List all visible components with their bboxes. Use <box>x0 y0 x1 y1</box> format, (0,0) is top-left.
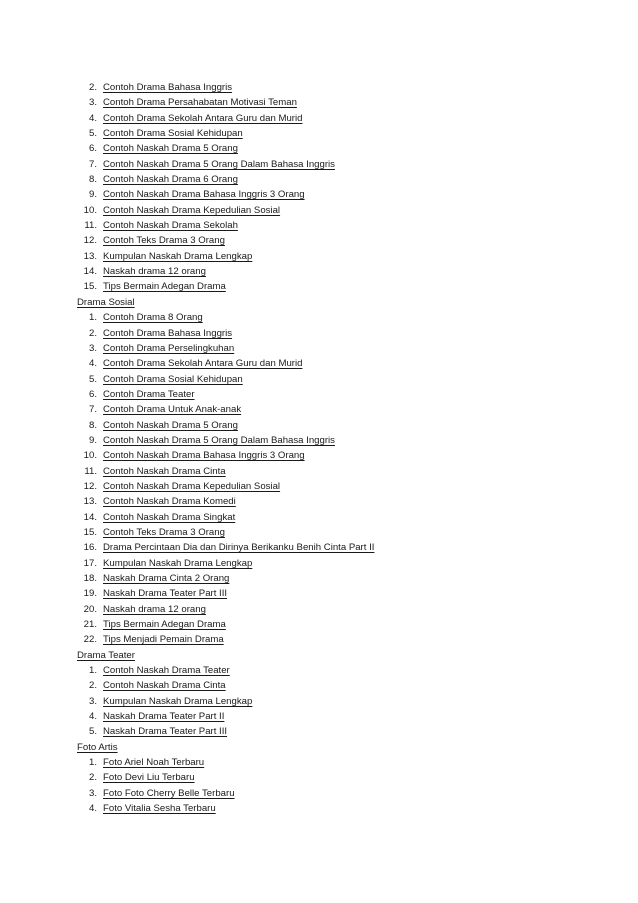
list-item-number: 2. <box>88 82 97 93</box>
section-title-link[interactable]: Foto Artis <box>77 741 118 753</box>
list-item <box>77 755 597 770</box>
list-item-link[interactable]: Contoh Drama Teater <box>103 388 195 400</box>
list-item-link[interactable]: Contoh Drama Persahabatan Motivasi Teman <box>103 97 297 109</box>
list-item <box>77 479 597 494</box>
list-item <box>77 249 597 264</box>
section-heading-row <box>77 295 597 310</box>
list-item-link[interactable]: Contoh Naskah Drama 5 Orang Dalam Bahasa Inggris <box>103 158 335 170</box>
list-item-number: 4. <box>88 112 97 124</box>
list-item <box>77 510 597 525</box>
list-item-number: 5. <box>88 128 97 140</box>
list-item <box>77 126 597 141</box>
list-item <box>77 111 597 126</box>
list-item-link[interactable]: Contoh Naskah Drama Teater <box>103 665 230 677</box>
list-item-number: 12. <box>83 235 97 247</box>
list-item-number: 14. <box>83 511 97 523</box>
list-item-number: 11. <box>84 220 97 232</box>
list-item-number: 2. <box>88 772 97 784</box>
list-item-link[interactable]: Contoh Drama Bahasa Inggris <box>103 82 233 93</box>
list-item-number: 14. <box>83 266 97 278</box>
list-item-link[interactable]: Naskah Drama Teater Part III <box>103 588 228 600</box>
list-item-link[interactable]: Contoh Drama Sekolah Antara Guru dan Murid <box>103 112 303 124</box>
list-item-link[interactable]: Contoh Teks Drama 3 Orang <box>103 235 225 247</box>
list-item-link[interactable]: Contoh Naskah Drama Komedi <box>103 496 236 508</box>
list-item-link[interactable]: Contoh Naskah Drama Kepedulian Sosial <box>103 204 281 216</box>
list-item-link[interactable]: Contoh Drama Sosial Kehidupan <box>103 128 243 140</box>
list-item-number: 6. <box>88 388 97 400</box>
list-item-link[interactable]: Contoh Naskah Drama 5 Orang Dalam Bahasa Inggris <box>103 434 335 446</box>
list-item <box>77 786 597 801</box>
list-item <box>77 801 597 816</box>
list-item <box>77 602 597 617</box>
list-item <box>77 95 597 110</box>
list-item-number: 13. <box>83 250 97 262</box>
list-item-number: 10. <box>83 450 97 462</box>
list-item-link[interactable]: Foto Vitalia Sesha Terbaru <box>103 803 216 815</box>
list-item-link[interactable]: Naskah drama 12 orang <box>103 603 206 615</box>
list-item <box>77 724 597 739</box>
list-item-number: 18. <box>83 573 97 584</box>
list-item-number: 9. <box>88 189 97 201</box>
list-item-link[interactable]: Contoh Naskah Drama Sekolah <box>103 220 238 232</box>
list-item <box>77 172 597 187</box>
list-item <box>77 402 597 417</box>
list-item-link[interactable]: Contoh Drama Untuk Anak-anak <box>103 404 242 416</box>
list-item-link[interactable]: Kumpulan Naskah Drama Lengkap <box>103 557 253 569</box>
list-item-link[interactable]: Contoh Drama Perselingkuhan <box>103 342 235 354</box>
list-item-link[interactable]: Naskah Drama Cinta 2 Orang <box>103 573 230 584</box>
section-title-link[interactable]: Drama Sosial <box>77 296 135 308</box>
list-item <box>77 433 597 448</box>
list-item-number: 9. <box>88 434 97 446</box>
list-item <box>77 525 597 540</box>
list-item-number: 20. <box>83 603 97 615</box>
list-item <box>77 326 597 341</box>
list-item-number: 12. <box>83 480 97 492</box>
list-item-link[interactable]: Kumpulan Naskah Drama Lengkap <box>103 250 253 262</box>
list-item-link[interactable]: Contoh Naskah Drama 5 Orang <box>103 143 238 155</box>
list-item <box>77 80 597 95</box>
list-item-number: 4. <box>88 711 97 723</box>
list-item-link[interactable]: Foto Devi Liu Terbaru <box>103 772 195 784</box>
list-item <box>77 356 597 371</box>
list-item-link[interactable]: Contoh Naskah Drama 6 Orang <box>103 174 238 186</box>
list-item <box>77 663 597 678</box>
list-item-number: 1. <box>88 757 97 769</box>
list-item-link[interactable]: Contoh Naskah Drama Bahasa Inggris 3 Orang <box>103 189 305 201</box>
list-item-number: 19. <box>83 588 97 600</box>
list-item-link[interactable]: Contoh Drama 8 Orang <box>103 312 203 324</box>
list-item-number: 8. <box>88 174 97 186</box>
list-item-link[interactable]: Drama Percintaan Dia dan Dirinya Berikanku Benih Cinta Part II <box>103 542 375 554</box>
list-item-link[interactable]: Kumpulan Naskah Drama Lengkap <box>103 695 253 707</box>
list-item-number: 15. <box>83 281 97 293</box>
list-item <box>77 157 597 172</box>
list-item-number: 4. <box>88 803 97 815</box>
list-item-link[interactable]: Contoh Drama Bahasa Inggris <box>103 327 233 339</box>
section-heading-row <box>77 740 597 755</box>
list-item-number: 1. <box>88 665 97 677</box>
list-item-link[interactable]: Contoh Naskah Drama Cinta <box>103 680 226 692</box>
list-item-number: 4. <box>88 358 97 370</box>
list-item <box>77 341 597 356</box>
list-item-link[interactable]: Tips Bermain Adegan Drama <box>103 281 226 293</box>
list-item-number: 6. <box>88 143 97 155</box>
list-item-number: 5. <box>88 726 97 738</box>
list-item <box>77 141 597 156</box>
list-item-link[interactable]: Tips Bermain Adegan Drama <box>103 619 226 631</box>
list-item-number: 8. <box>88 419 97 431</box>
section-title-link[interactable]: Drama Teater <box>77 649 135 661</box>
list-item <box>77 264 597 279</box>
list-item <box>77 387 597 402</box>
list-item-link[interactable]: Naskah Drama Teater Part II <box>103 711 225 723</box>
list-item-link[interactable]: Contoh Naskah Drama Cinta <box>103 465 226 477</box>
list-item-number: 3. <box>88 695 97 707</box>
list-item-number: 7. <box>88 158 97 170</box>
list-item <box>77 709 597 724</box>
list-item-link[interactable]: Foto Ariel Noah Terbaru <box>103 757 205 769</box>
list-item-link[interactable]: Tips Menjadi Pemain Drama <box>103 634 224 646</box>
list-item <box>77 556 597 571</box>
list-item-link[interactable]: Contoh Naskah Drama Kepedulian Sosial <box>103 480 281 492</box>
list-item <box>77 233 597 248</box>
list-item-link[interactable]: Naskah drama 12 orang <box>103 266 206 278</box>
list-item <box>77 464 597 479</box>
list-item <box>77 372 597 387</box>
list-item-link[interactable]: Foto Foto Cherry Belle Terbaru <box>103 787 235 799</box>
list-item-number: 3. <box>88 97 97 109</box>
list-item-number: 3. <box>88 342 97 354</box>
list-item <box>77 218 597 233</box>
list-item-number: 2. <box>88 327 97 339</box>
list-item <box>77 770 597 785</box>
list-item-link[interactable]: Contoh Teks Drama 3 Orang <box>103 526 225 538</box>
list-item <box>77 632 597 647</box>
list-item <box>77 448 597 463</box>
list-item <box>77 678 597 693</box>
list-item <box>77 617 597 632</box>
list-item-number: 10. <box>83 204 97 216</box>
list-item <box>77 586 597 601</box>
list-item-link[interactable]: Contoh Drama Sekolah Antara Guru dan Murid <box>103 358 303 370</box>
list-item-number: 16. <box>83 542 97 554</box>
list-item <box>77 187 597 202</box>
list-item-link[interactable]: Naskah Drama Teater Part III <box>103 726 228 738</box>
document-link-list <box>77 80 597 817</box>
list-item-number: 17. <box>83 557 97 569</box>
list-item-number: 5. <box>88 373 97 385</box>
list-item-link[interactable]: Contoh Drama Sosial Kehidupan <box>103 373 243 385</box>
list-item-link[interactable]: Contoh Naskah Drama 5 Orang <box>103 419 238 431</box>
list-item-number: 13. <box>83 496 97 508</box>
list-item-number: 7. <box>88 404 97 416</box>
list-item-link[interactable]: Contoh Naskah Drama Bahasa Inggris 3 Orang <box>103 450 305 462</box>
list-item <box>77 571 597 586</box>
list-item-number: 11. <box>84 465 97 477</box>
list-item <box>77 310 597 325</box>
section-heading-row <box>77 648 597 663</box>
list-item <box>77 694 597 709</box>
list-item <box>77 540 597 555</box>
list-item-number: 15. <box>83 526 97 538</box>
list-item-number: 2. <box>88 680 97 692</box>
list-item <box>77 494 597 509</box>
list-item <box>77 203 597 218</box>
list-item-number: 21. <box>83 619 97 631</box>
list-item <box>77 418 597 433</box>
list-item-number: 22. <box>83 634 97 646</box>
list-item <box>77 279 597 294</box>
list-item-link[interactable]: Contoh Naskah Drama Singkat <box>103 511 236 523</box>
list-item-number: 3. <box>88 787 97 799</box>
list-item-number: 1. <box>88 312 97 324</box>
